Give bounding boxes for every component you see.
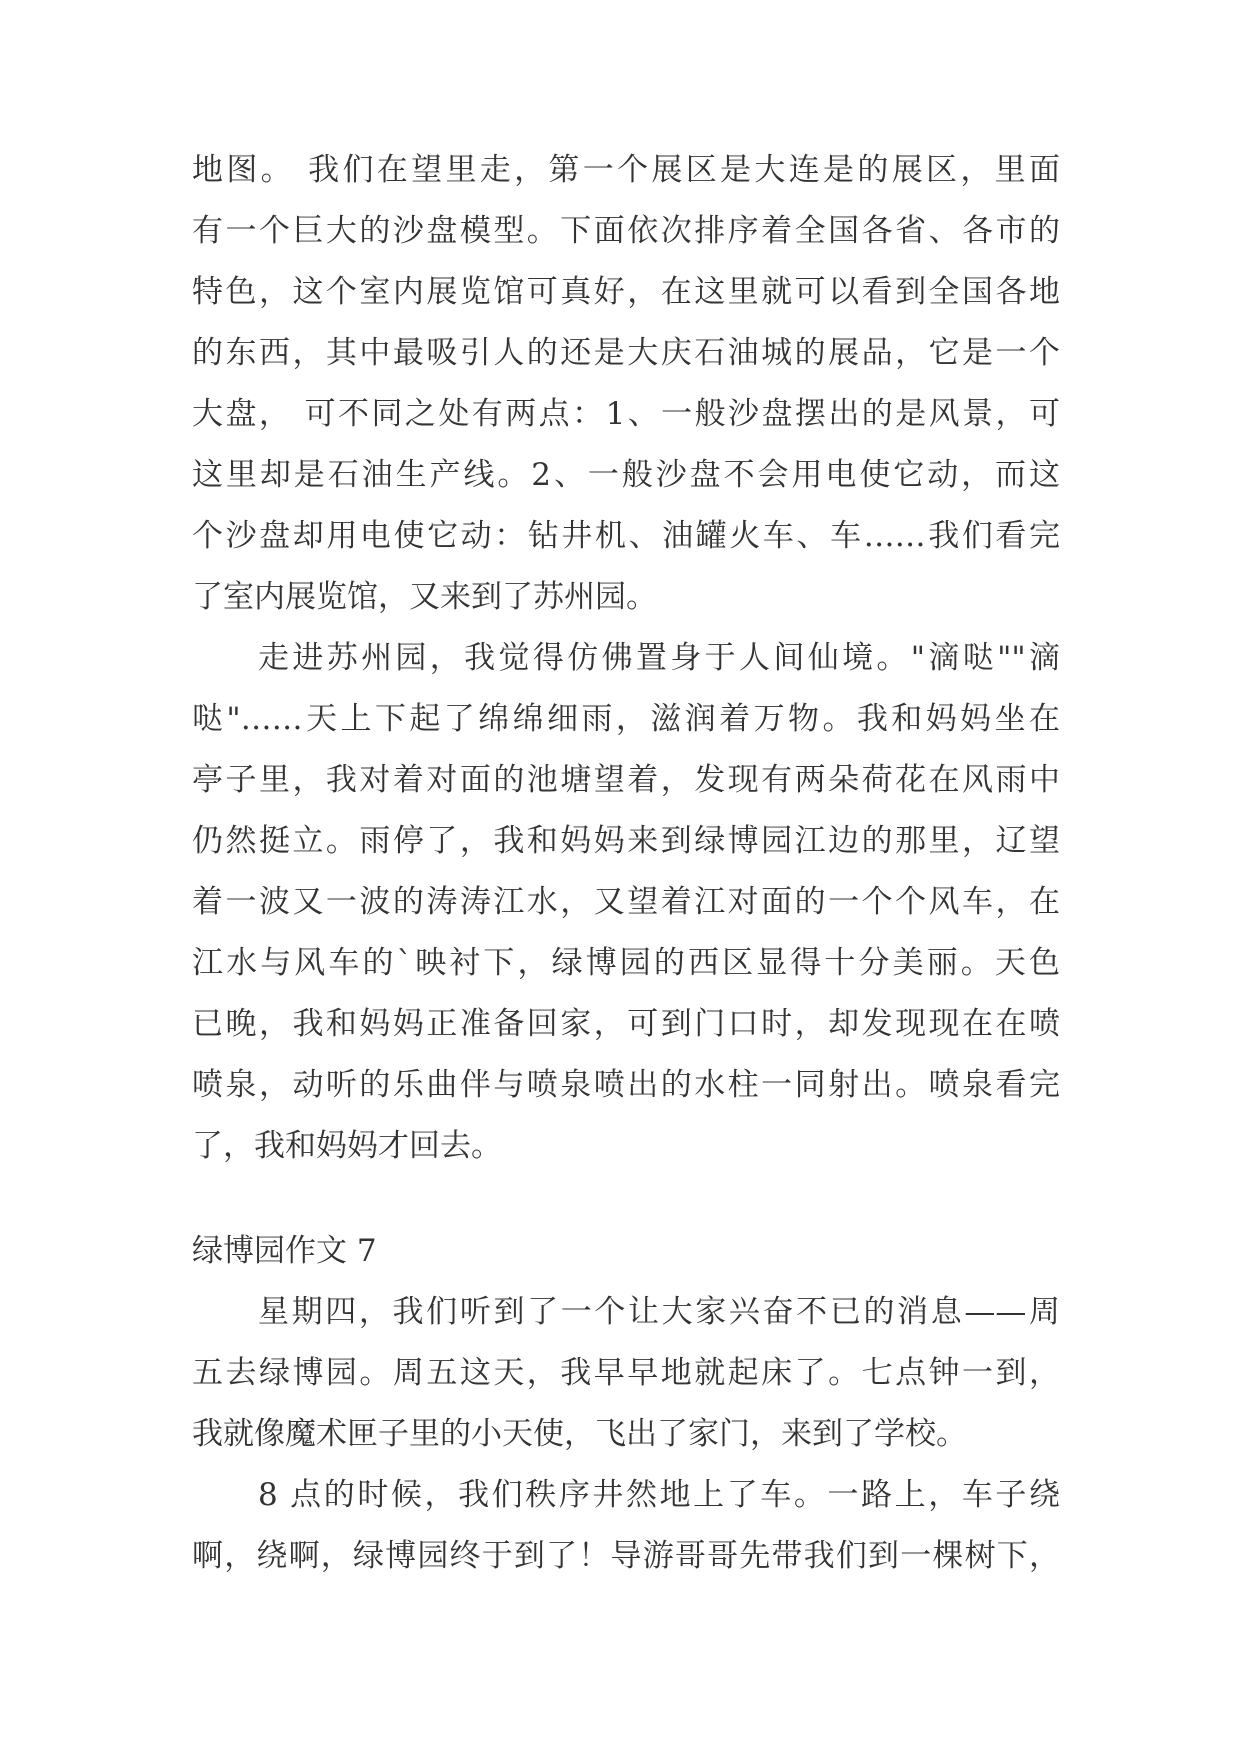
text-line: 特色，这个室内展览馆可真好，在这里就可以看到全国各地 <box>192 274 1060 310</box>
text-line: 了室内展览馆，又来到了苏州园。 <box>192 579 657 615</box>
text-line: 江水与风车的`映衬下，绿博园的西区显得十分美丽。天色 <box>192 945 1060 981</box>
text-line: 了，我和妈妈才回去。 <box>192 1128 502 1164</box>
text-line: 仍然挺立。雨停了，我和妈妈来到绿博园江边的那里，辽望 <box>192 823 1060 859</box>
text-line: 个沙盘却用电使它动：钻井机、油罐火车、车……我们看完 <box>192 518 1060 554</box>
text-line: 星期四，我们听到了一个让大家兴奋不已的消息——周 <box>258 1294 1060 1330</box>
text-line: 的东西，其中最吸引人的还是大庆石油城的展品，它是一个 <box>192 335 1060 371</box>
text-line: 哒"……天上下起了绵绵细雨，滋润着万物。我和妈妈坐在 <box>192 701 1060 737</box>
text-line: 地图。 我们在望里走，第一个展区是大连是的展区，里面 <box>192 152 1060 188</box>
section-title: 绿博园作文 7 <box>192 1233 377 1269</box>
text-line: 大盘， 可不同之处有两点：1、一般沙盘摆出的是风景，可 <box>192 396 1060 432</box>
text-line: 走进苏州园，我觉得仿佛置身于人间仙境。"滴哒""滴 <box>258 640 1060 676</box>
text-line: 亭子里，我对着对面的池塘望着，发现有两朵荷花在风雨中 <box>192 762 1060 798</box>
text-line: 我就像魔术匣子里的小天使，飞出了家门，来到了学校。 <box>192 1416 967 1452</box>
text-line: 着一波又一波的涛涛江水，又望着江对面的一个个风车，在 <box>192 884 1060 920</box>
text-line: 啊，绕啊，绿博园终于到了！导游哥哥先带我们到一棵树下， <box>192 1538 1060 1574</box>
text-line: 已晚，我和妈妈正准备回家，可到门口时，却发现现在在喷 <box>192 1006 1060 1042</box>
text-line: 这里却是石油生产线。2、一般沙盘不会用电使它动，而这 <box>192 457 1060 493</box>
text-line: 有一个巨大的沙盘模型。下面依次排序着全国各省、各市的 <box>192 213 1060 249</box>
text-line: 五去绿博园。周五这天，我早早地就起床了。七点钟一到， <box>192 1355 1060 1391</box>
text-line: 喷泉，动听的乐曲伴与喷泉喷出的水柱一同射出。喷泉看完 <box>192 1067 1060 1103</box>
text-line: 8 点的时候，我们秩序井然地上了车。一路上，车子绕 <box>258 1477 1060 1513</box>
